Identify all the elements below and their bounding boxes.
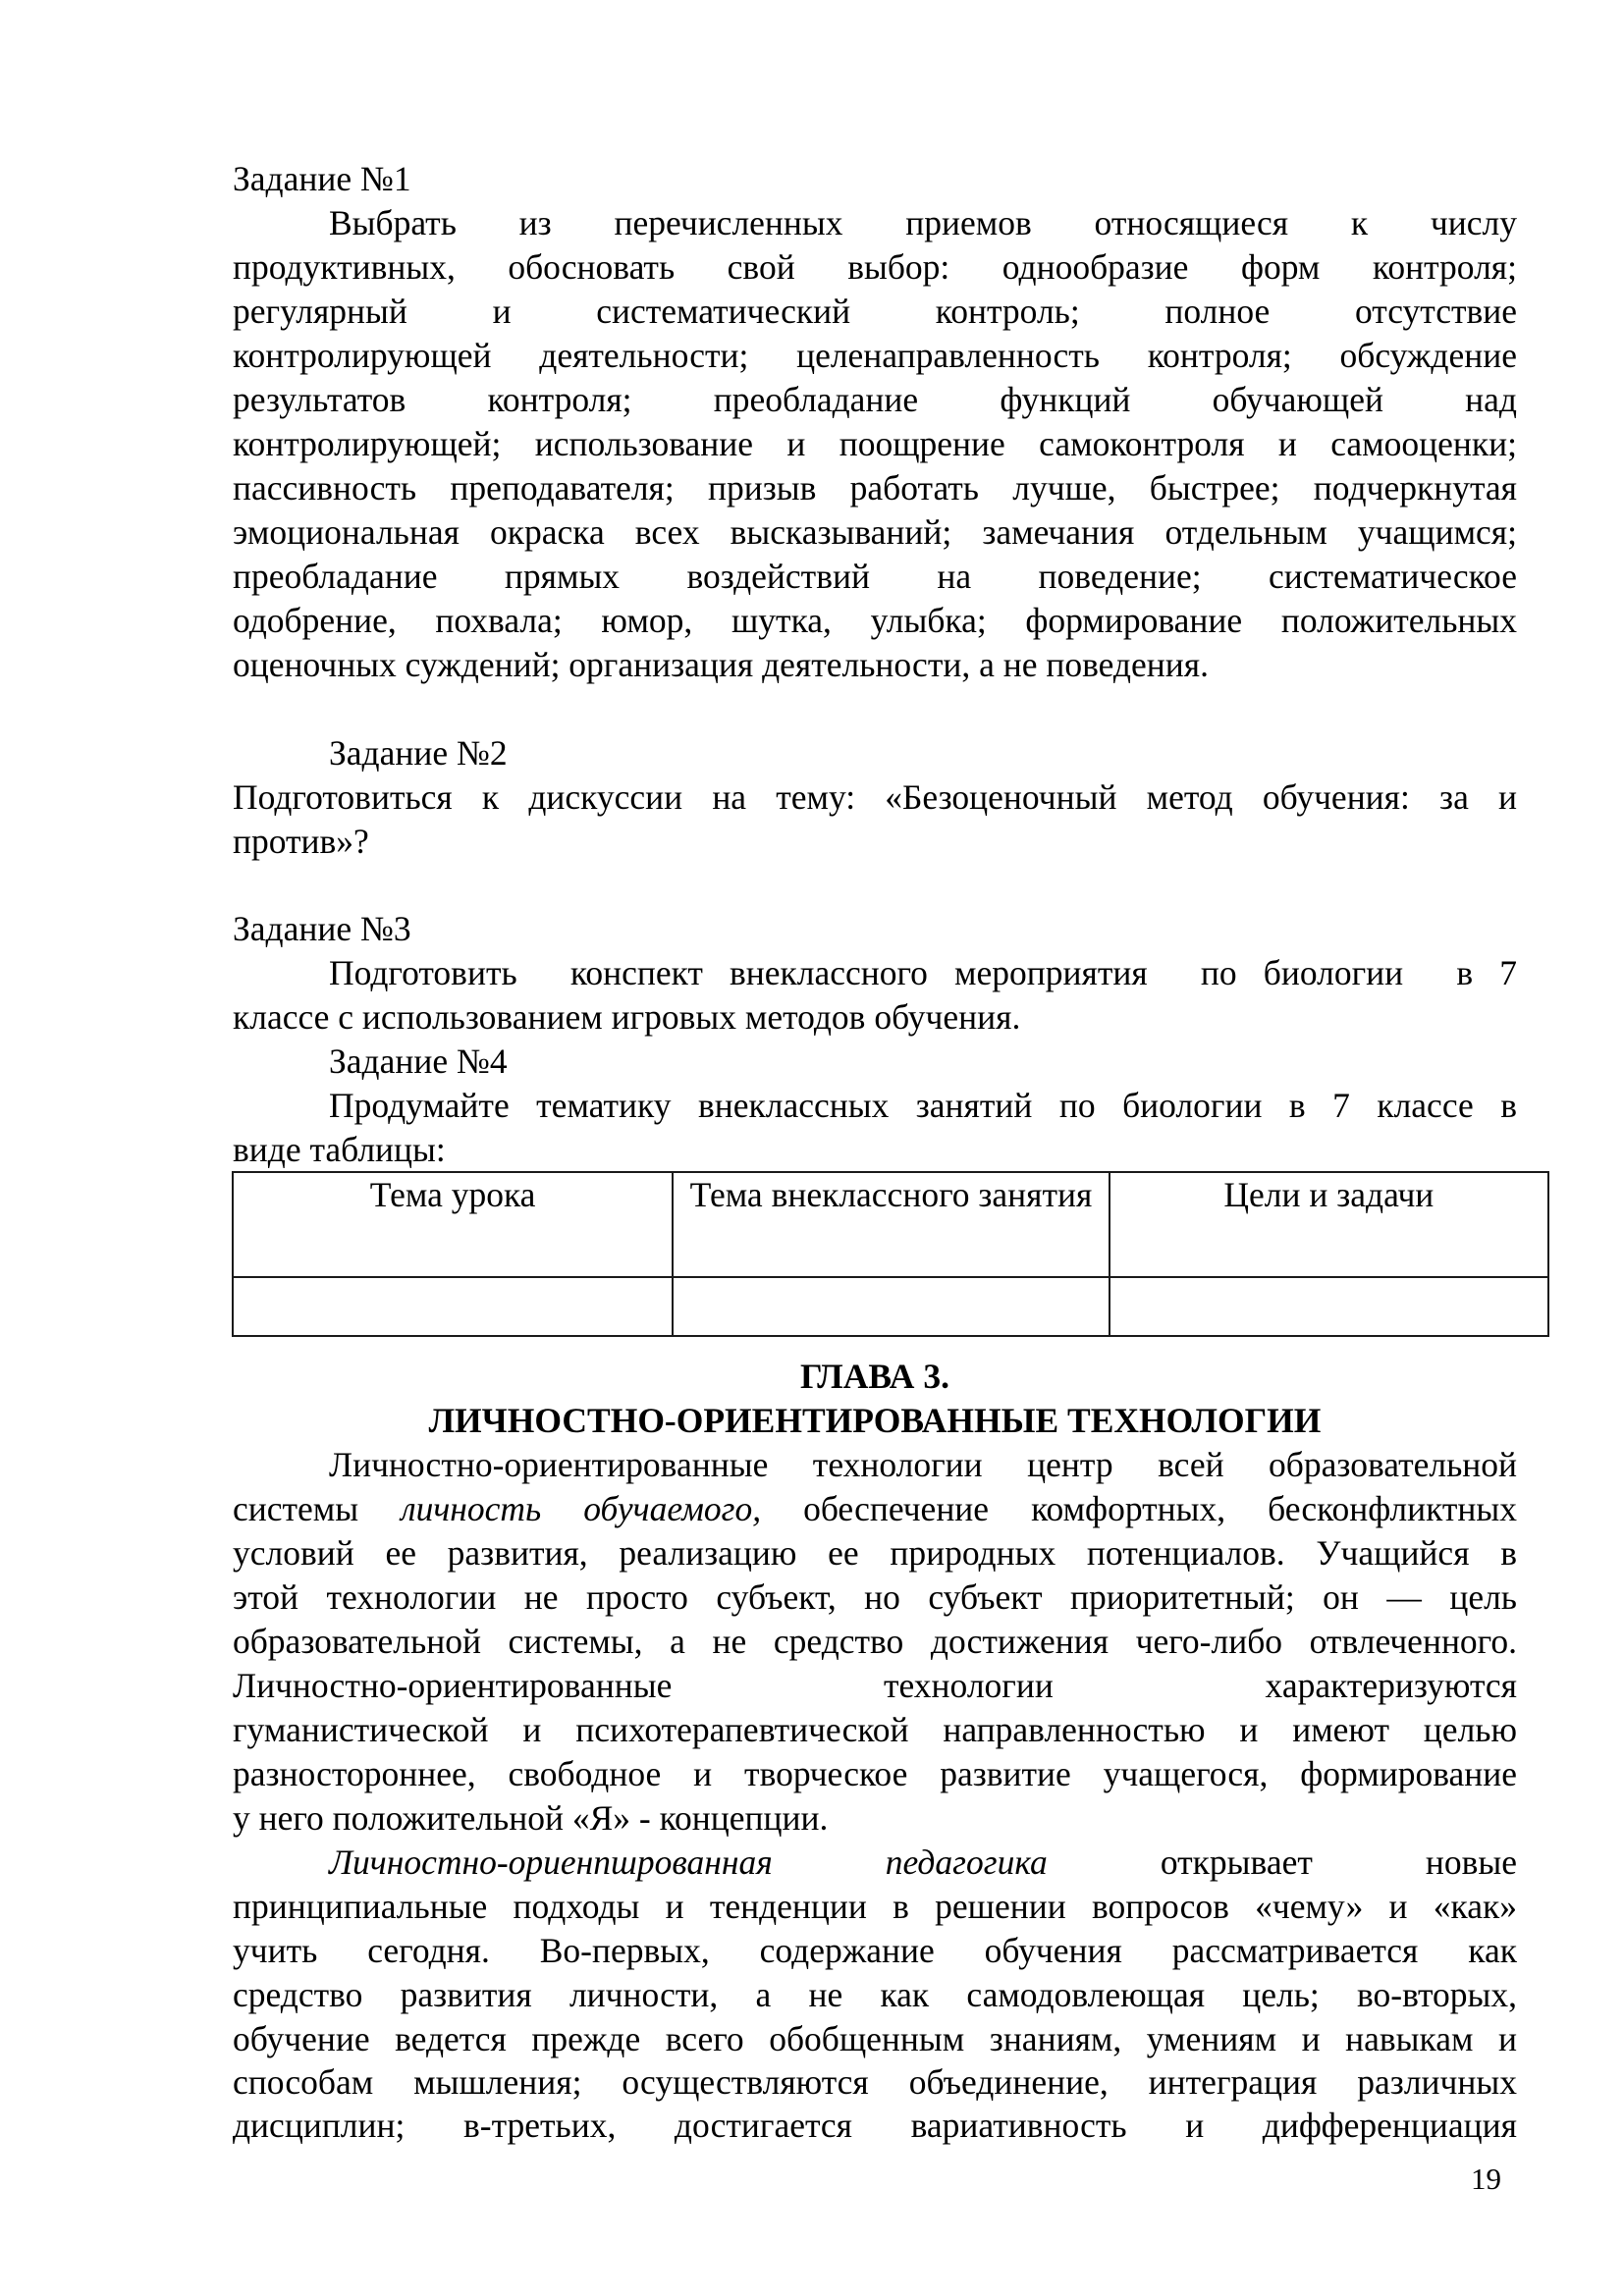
task3-line: классе с использованием игровых методов обучения. xyxy=(233,997,1021,1037)
chapter-p1-line: условий ее развития, реализацию ее природных потенциалов. Учащийся в xyxy=(233,1533,1517,1573)
task1-line: одобрение, похвала; юмор, шутка, улыбка; формирование положительных xyxy=(233,601,1517,640)
header-cell-extracurricular-topic: Тема внеклассного занятия xyxy=(673,1172,1109,1277)
chapter-p1-line: гуманистической и психотерапевтической направленностью и имеют целью xyxy=(233,1710,1517,1749)
table-cell xyxy=(673,1277,1109,1336)
task3-line: Подготовить конспект внеклассного мероприятия по биологии в 7 xyxy=(329,953,1517,992)
header-cell-lesson-topic: Тема урока xyxy=(233,1172,673,1277)
italic-term-learner-personality: личность обучаемого, xyxy=(401,1489,762,1528)
table-cell xyxy=(233,1277,673,1336)
chapter-p2-line: средство развития личности, а не как самодовлеющая цель; во-вторых, xyxy=(233,1975,1517,2014)
text-span: открывает новые xyxy=(1160,1842,1518,1882)
task1-line: оценочных суждений; организация деятельности, а не поведения. xyxy=(233,645,1209,684)
topics-table xyxy=(232,1171,1549,1337)
chapter-p1-line: этой технологии не просто субъект, но субъект приоритетный; он — цель xyxy=(233,1577,1517,1617)
task1-line: эмоциональная окраска всех высказываний; замечания отдельным учащимся; xyxy=(233,512,1517,552)
chapter-p1-line: у него положительной «Я» - концепции. xyxy=(233,1798,829,1838)
task1-title: Задание №1 xyxy=(233,159,411,198)
task1-line: продуктивных, обосновать свой выбор: однообразие форм контроля; xyxy=(233,247,1517,287)
task1-line: Выбрать из перечисленных приемов относящиеся к числу xyxy=(329,203,1517,242)
table-header-row xyxy=(233,1172,1548,1277)
chapter-p1-line: разностороннее, свободное и творческое развитие учащегося, формирование xyxy=(233,1754,1517,1793)
chapter-p2-line: способам мышления; осуществляются объединение, интеграция различных xyxy=(233,2062,1517,2102)
chapter-number: ГЛАВА 3. xyxy=(800,1357,949,1396)
task1-line: пассивность преподавателя; призыв работать лучше, быстрее; подчеркнутая xyxy=(233,468,1517,507)
italic-term-personal-oriented: Личностно-ориенпшрованная xyxy=(329,1842,773,1882)
task4-line: Продумайте тематику внеклассных занятий по биологии в 7 классе в xyxy=(329,1086,1517,1125)
table-row xyxy=(233,1277,1548,1336)
chapter-p1-line: Личностно-ориентированные технологии центр всей образовательной xyxy=(329,1445,1517,1484)
task1-line: контролирующей; использование и поощрение самоконтроля и самооценки; xyxy=(233,424,1517,463)
italic-term-pedagogy: педагогика xyxy=(885,1842,1048,1882)
task1-line: результатов контроля; преобладание функций обучающей над xyxy=(233,380,1517,419)
task2-line: против»? xyxy=(233,822,369,861)
chapter-p2-line: учить сегодня. Во-первых, содержание обучения рассматривается как xyxy=(233,1931,1517,1970)
task1-line: контролирующей деятельности; целенаправленность контроля; обсуждение xyxy=(233,336,1517,375)
chapter-p2-line: обучение ведется прежде всего обобщенным знаниям, умениям и навыкам и xyxy=(233,2019,1517,2058)
text-span: системы xyxy=(233,1489,402,1528)
task1-line: регулярный и систематический контроль; полное отсутствие xyxy=(233,292,1517,331)
header-cell-goals: Цели и задачи xyxy=(1110,1172,1548,1277)
task1-line: преобладание прямых воздействий на поведение; систематическое xyxy=(233,557,1517,596)
chapter-p2-line xyxy=(233,1841,1517,1885)
chapter-title: ЛИЧНОСТНО-ОРИЕНТИРОВАННЫЕ ТЕХНОЛОГИИ xyxy=(428,1401,1322,1440)
text-span: обеспечение комфортных, бесконфликтных xyxy=(761,1489,1518,1528)
chapter-p1-line xyxy=(233,1487,1517,1531)
chapter-p2-line: принципиальные подходы и тенденции в решении вопросов «чему» и «как» xyxy=(233,1887,1517,1926)
task4-title: Задание №4 xyxy=(329,1041,508,1081)
task4-line: виде таблицы: xyxy=(233,1130,446,1169)
page-number: 19 xyxy=(1471,2162,1501,2196)
table-cell xyxy=(1110,1277,1548,1336)
task2-line: Подготовиться к дискуссии на тему: «Безоценочный метод обучения: за и xyxy=(233,777,1517,817)
chapter-p1-line: образовательной системы, а не средство достижения чего-либо отвлеченного. xyxy=(233,1622,1517,1661)
chapter-p2-line: дисциплин; в-третьих, достигается вариативность и дифференциация xyxy=(233,2106,1517,2145)
task2-title: Задание №2 xyxy=(329,733,508,773)
task3-title: Задание №3 xyxy=(233,909,411,948)
chapter-p1-line: Личностно-ориентированные технологии характеризуются xyxy=(233,1666,1517,1705)
